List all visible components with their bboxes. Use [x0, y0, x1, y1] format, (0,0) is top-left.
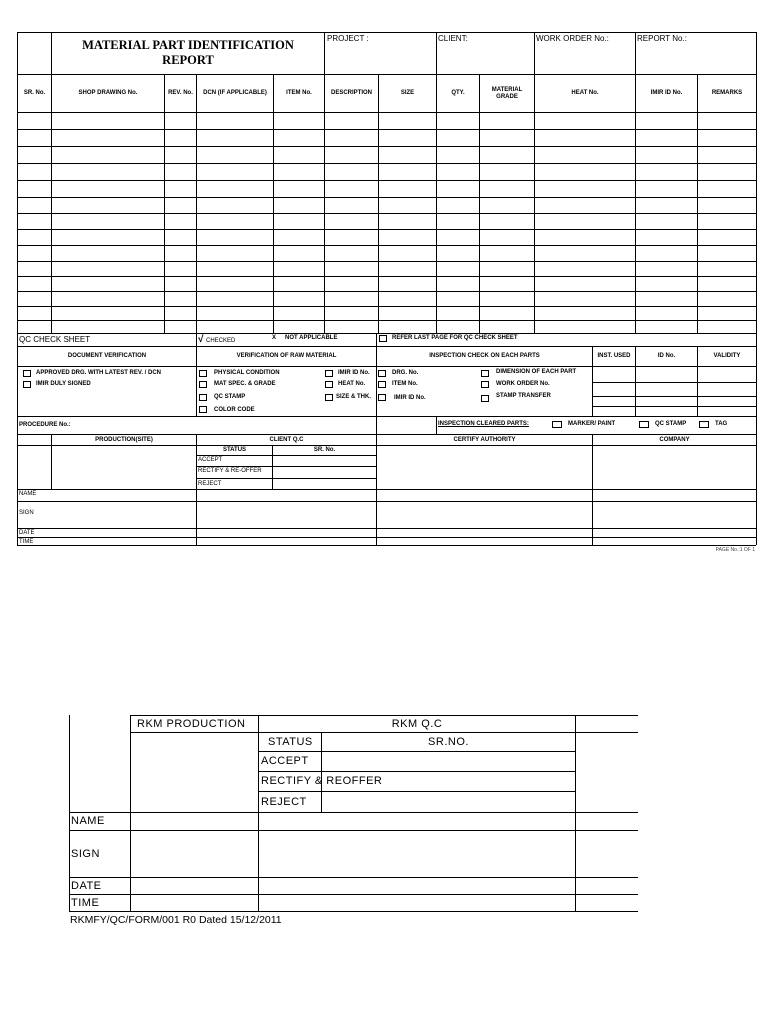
client-qc-header: CLIENT Q.C [269, 436, 304, 443]
qc-check-sheet-title: QC CHECK SHEET [19, 335, 91, 344]
production-site-header: PRODUCTION(SITE) [95, 436, 153, 443]
mat-spec-label: MAT SPEC. & GRADE [214, 381, 276, 387]
mat-spec-checkbox[interactable] [199, 381, 207, 388]
col-heat-no: HEAT No. [571, 90, 599, 96]
dimension-label: DIMENSION OF EACH PART [496, 369, 577, 375]
certify-authority-header: CERTIFY AUTHORITY [453, 436, 516, 443]
status-header: STATUS [222, 447, 247, 453]
imir-id-insp-label: IMIR ID No. [394, 395, 426, 401]
zoom-sign-label: SIGN [71, 848, 100, 860]
rectify-label: RECTIFY & RE-OFFER [198, 468, 262, 474]
size-thk-label: SIZE & THK. [336, 394, 372, 400]
checked-symbol: √ [198, 334, 204, 345]
col-size: SIZE [400, 90, 415, 96]
id-no-header: ID No. [657, 353, 676, 359]
color-code-label: COLOR CODE [214, 407, 255, 413]
zoom-rectify-label: RECTIFY & REOFFER [261, 775, 383, 787]
client-label: CLIENT: [438, 34, 468, 43]
refer-last-page-checkbox[interactable] [379, 335, 387, 342]
qc-stamp-checkbox[interactable] [639, 421, 649, 428]
form-title-line2: REPORT [162, 53, 214, 67]
not-applicable-label: NOT APPLICABLE [285, 335, 338, 341]
col-description: DESCRIPTION [330, 90, 372, 96]
imir-id-raw-label: IMIR ID No. [338, 370, 370, 376]
zoom-accept-label: ACCEPT [261, 755, 309, 767]
stamp-transfer-label: STAMP TRANSFER [496, 393, 551, 399]
zoom-date-label: DATE [71, 880, 102, 892]
zoom-form-number: RKMFY/QC/FORM/001 R0 Dated 15/12/2011 [70, 914, 282, 926]
drg-no-checkbox[interactable] [378, 370, 386, 377]
tag-checkbox[interactable] [699, 421, 709, 428]
imir-id-insp-checkbox[interactable] [378, 394, 386, 401]
sr-no-header: SR. No. [313, 447, 336, 453]
col-dcn: DCN (IF APPLICABLE) [203, 90, 267, 96]
qc-stamp-raw-label: QC STAMP [214, 394, 246, 400]
inst-used-header: INST. USED [597, 353, 631, 359]
inspection-check-header: INSPECTION CHECK ON EACH PARTS [429, 353, 540, 359]
col-imir-id: IMIR ID No. [650, 90, 683, 96]
item-no-checkbox[interactable] [378, 381, 386, 388]
approved-drg-label: APPROVED DRG. WITH LATEST REV. / DCN [36, 370, 162, 376]
x-symbol: X [272, 335, 277, 341]
col-remarks: REMARKS [711, 90, 743, 96]
col-material-grade: MATERIAL GRADE [491, 86, 523, 100]
zoom-production-header: RKM PRODUCTION [137, 718, 246, 730]
color-code-checkbox[interactable] [199, 406, 207, 413]
col-item-no: ITEM No. [286, 90, 312, 96]
marker-paint-checkbox[interactable] [552, 421, 562, 428]
sign-label: SIGN [19, 510, 34, 516]
dimension-checkbox[interactable] [481, 370, 489, 377]
company-header: COMPANY [659, 436, 690, 443]
drg-no-label: DRG. No. [392, 370, 419, 376]
imir-signed-checkbox[interactable] [23, 381, 31, 388]
raw-material-header: VERIFICATION OF RAW MATERIAL [236, 353, 337, 359]
physical-condition-checkbox[interactable] [199, 370, 207, 377]
physical-condition-label: PHYSICAL CONDITION [214, 370, 280, 376]
col-rev-no: REV. No. [168, 90, 193, 96]
reject-label: REJECT [198, 481, 222, 487]
inspection-cleared-label: INSPECTION CLEARED PARTS: [438, 421, 529, 427]
work-order-label: WORK ORDER No.: [536, 34, 609, 43]
form-title-line1: MATERIAL PART IDENTIFICATION [82, 38, 294, 52]
col-sr-no: SR. No. [23, 90, 46, 96]
accept-label: ACCEPT [198, 457, 223, 463]
heat-no-raw-checkbox[interactable] [325, 381, 333, 388]
zoom-status-label: STATUS [268, 736, 313, 748]
work-order-checkbox[interactable] [481, 381, 489, 388]
imir-id-raw-checkbox[interactable] [325, 370, 333, 377]
form-title [52, 38, 324, 68]
page-number: PAGE No.:1 OF 1 [715, 547, 755, 553]
procedure-no-label: PROCEDURE No.: [19, 422, 71, 428]
marker-paint-label: MARKER/ PAINT [568, 421, 616, 427]
validity-header: VALIDITY [713, 353, 741, 359]
zoom-sr-no-label: SR.NO. [428, 736, 469, 748]
col-qty: QTY. [451, 90, 465, 96]
item-no-label: ITEM No. [392, 381, 418, 387]
tag-label: TAG [715, 421, 728, 427]
qc-stamp-raw-checkbox[interactable] [199, 394, 207, 401]
refer-last-page-label: REFER LAST PAGE FOR QC CHECK SHEET [392, 335, 518, 341]
stamp-transfer-checkbox[interactable] [481, 395, 489, 402]
approved-drg-checkbox[interactable] [23, 370, 31, 377]
time-label: TIME [19, 539, 34, 545]
size-thk-checkbox[interactable] [325, 394, 333, 401]
project-label: PROJECT : [327, 34, 369, 43]
zoom-qc-header: RKM Q.C [391, 718, 443, 730]
report-no-label: REPORT No.: [637, 34, 687, 43]
qc-stamp-label: QC STAMP [655, 421, 687, 427]
name-label: NAME [19, 491, 37, 497]
zoom-reject-label: REJECT [261, 796, 307, 808]
work-order-insp-label: WORK ORDER No. [496, 381, 550, 387]
zoom-name-label: NAME [71, 815, 105, 827]
document-verification-header: DOCUMENT VERIFICATION [67, 353, 147, 359]
zoom-time-label: TIME [71, 897, 100, 909]
checked-label: CHECKED [206, 338, 236, 344]
col-shop-drawing: SHOP DRAWING No. [78, 90, 138, 96]
heat-no-raw-label: HEAT No. [338, 381, 366, 387]
imir-signed-label: IMIR DULY SIGNED [36, 381, 91, 387]
date-label: DATE [19, 530, 35, 536]
